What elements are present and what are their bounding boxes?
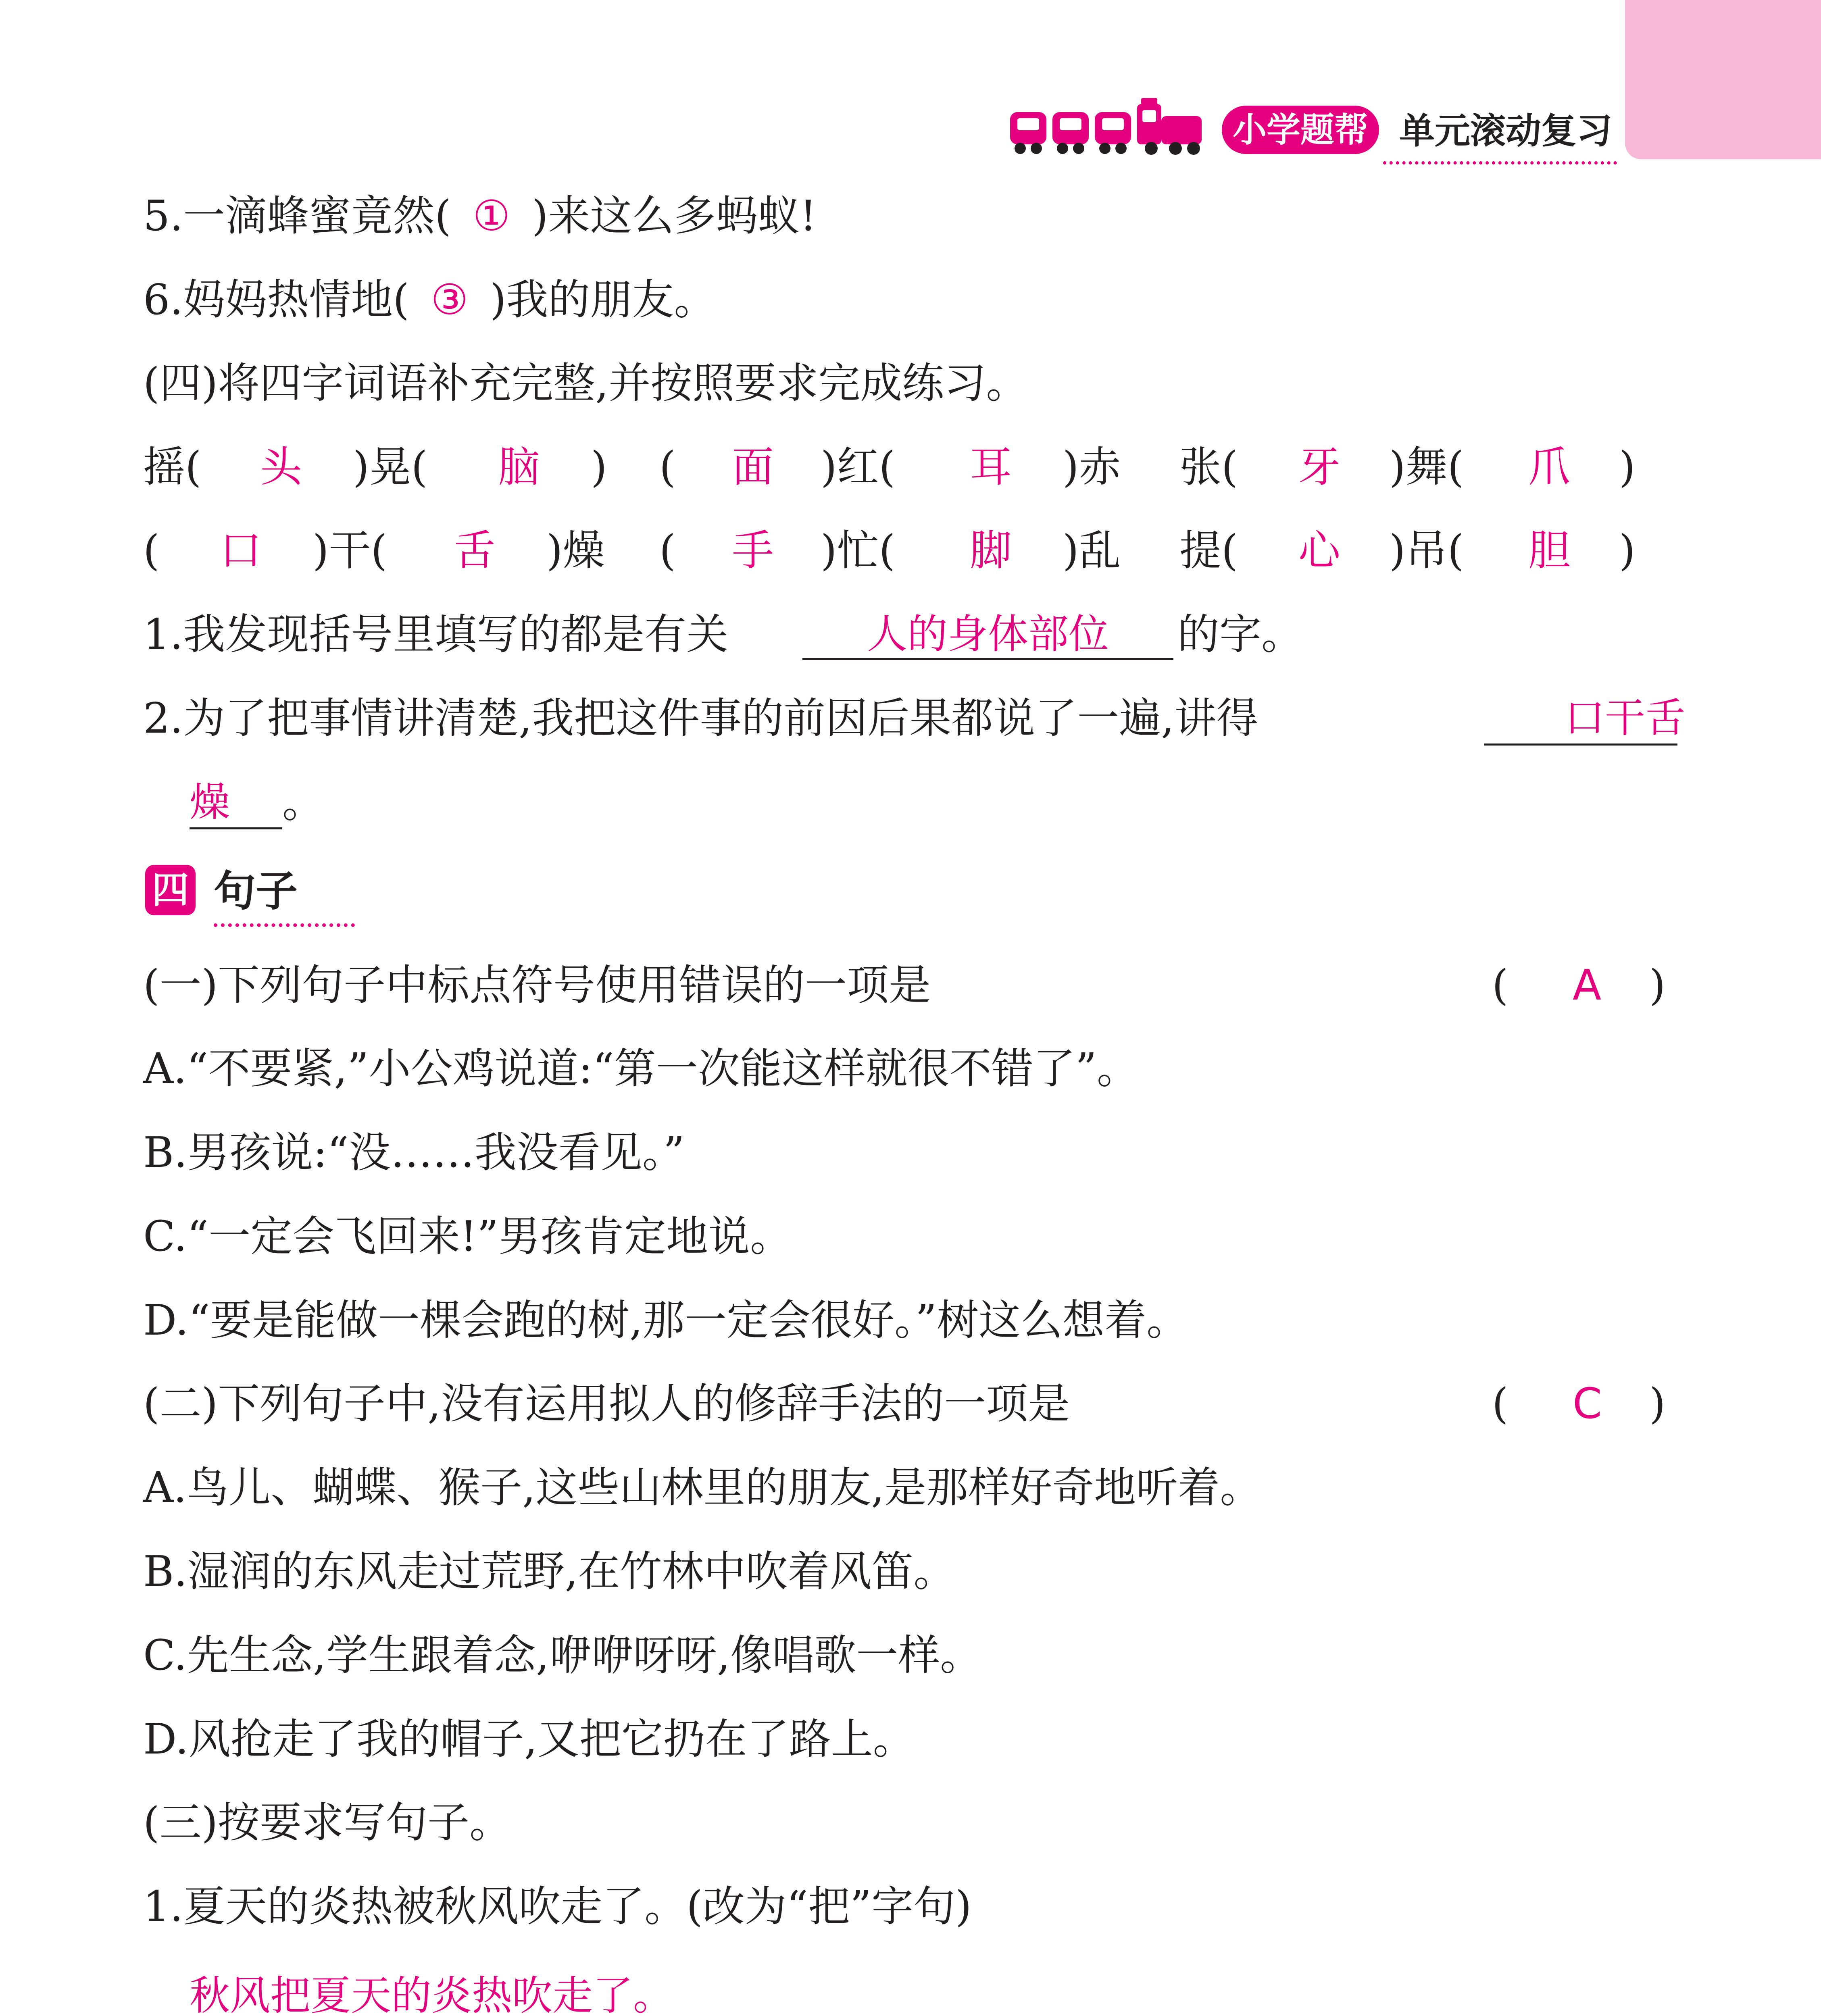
q-one-option-d: D.“要是能做一棵会跑的树,那一定会很好。”树这么想着。 (143, 1295, 1189, 1345)
q-two-option-d: D.风抢走了我的帽子,又把它扔在了路上。 (143, 1714, 915, 1764)
section-title: 句子 (214, 866, 298, 916)
fill-jiao: 脚 (970, 526, 1012, 575)
q-one-stem: (一)下列句子中标点符号使用错误的一项是 (143, 960, 931, 1010)
corner-tab (1625, 0, 1821, 159)
q-two-option-a: A.鸟儿、蝴蝶、猴子,这些山林里的朋友,是那样好奇地听着。 (143, 1463, 1262, 1512)
part4-q2-answer-1: 口干舌 (1565, 694, 1686, 741)
q-one-option-b: B.男孩说:“没……我没看见。” (143, 1128, 685, 1177)
fill-er: 耳 (970, 442, 1012, 492)
q-one-option-a: A.“不要紧,”小公鸡说道:“第一次能这样就很不错了”。 (143, 1044, 1139, 1093)
q-one-answer: A (1573, 960, 1602, 1010)
q-three-answer-1: 秋风把夏天的炎热吹走了。 (190, 1972, 673, 2016)
part4-q2-underline-1 (1484, 744, 1677, 746)
fill-dan: 胆 (1528, 526, 1571, 575)
q-two-stem: (二)下列句子中,没有运用拟人的修辞手法的一项是 (143, 1379, 1070, 1428)
fill-zhua: 爪 (1528, 442, 1571, 492)
unit-title: 单元滚动复习 (1399, 110, 1613, 152)
part4-q1-underline (802, 658, 1173, 660)
item-6: 6.妈妈热情地( ③ )我的朋友。 (143, 273, 716, 326)
q-three-item-1: 1.夏天的炎热被秋风吹走了。(改为“把”字句) (143, 1882, 972, 1931)
answer-6: ③ (431, 275, 469, 324)
item-5: 5.一滴蜂蜜竟然( ① )来这么多蚂蚁! (143, 190, 817, 242)
header-dotted-rule (1383, 161, 1617, 165)
part4-heading: (四)将四字词语补充完整,并按照要求完成练习。 (143, 358, 1028, 408)
part4-q2-suffix: 。 (282, 778, 325, 827)
section-number: 四 (152, 868, 189, 912)
answer-5: ① (473, 191, 510, 240)
fill-nao: 脑 (498, 442, 540, 492)
fill-shou: 手 (732, 526, 774, 575)
fill-mian: 面 (732, 442, 774, 492)
fill-xin: 心 (1298, 526, 1341, 575)
fill-she: 舌 (454, 526, 496, 575)
fill-kou: 口 (220, 526, 262, 575)
part4-q2-underline-2 (190, 827, 282, 829)
part4-q1: 1.我发现括号里填写的都是有关 (143, 610, 729, 659)
fill-tou: 头 (260, 442, 302, 492)
part4-q2-answer-2: 燥 (190, 779, 230, 826)
section-dotted-rule (214, 923, 355, 927)
part4-q1-answer: 人的身体部位 (867, 610, 1109, 658)
q-two-option-c: C.先生念,学生跟着念,咿咿呀呀,像唱歌一样。 (143, 1631, 982, 1680)
fill-ya: 牙 (1298, 442, 1341, 492)
q-one-option-c: C.“一定会飞回来!”男孩肯定地说。 (143, 1212, 792, 1261)
part4-q2: 2.为了把事情讲清楚,我把这件事的前因后果都说了一遍,讲得 (143, 694, 1258, 743)
train-icon (1006, 96, 1212, 160)
part4-q1-suffix: 的字。 (1177, 610, 1304, 659)
brand-label: 小学题帮 (1232, 110, 1368, 150)
q-two-answer: C (1573, 1379, 1602, 1428)
q-three-stem: (三)按要求写句子。 (143, 1798, 512, 1847)
q-two-option-b: B.湿润的东风走过荒野,在竹林中吹着风笛。 (143, 1547, 956, 1596)
